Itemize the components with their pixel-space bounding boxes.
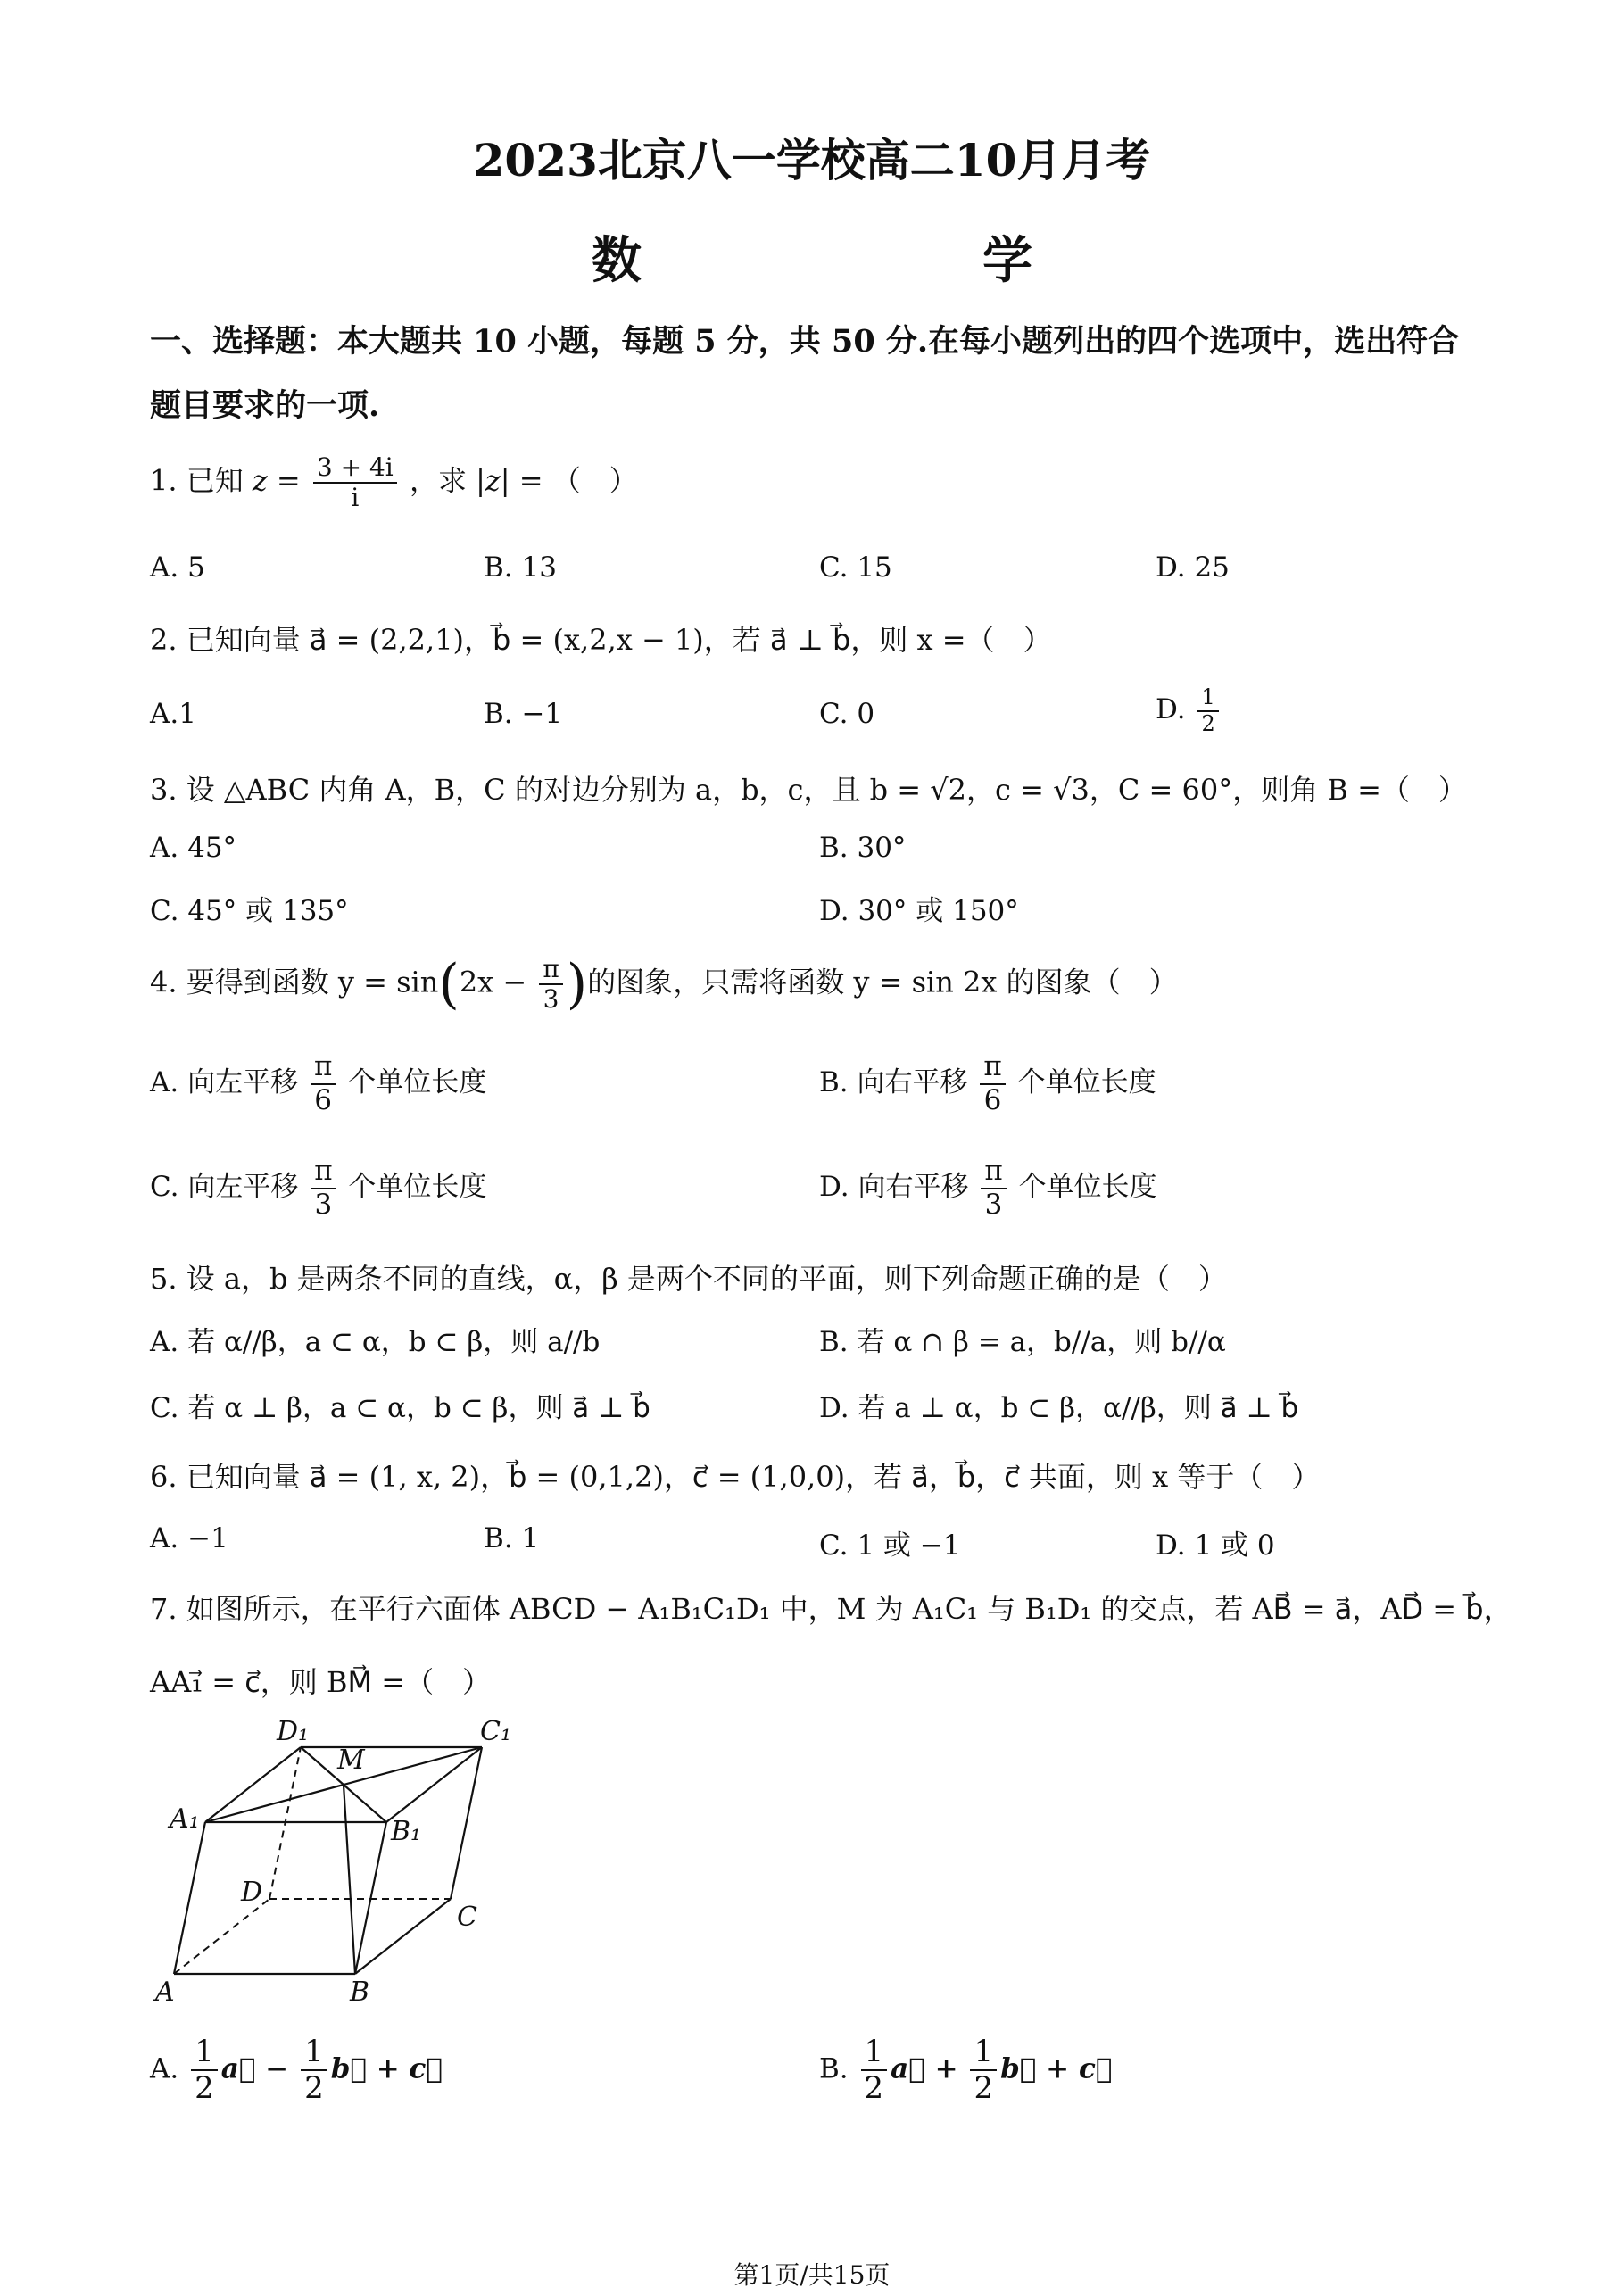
edge-A1D1 bbox=[205, 1747, 301, 1822]
label-C1: C₁ bbox=[480, 1716, 511, 1747]
edge-AA1 bbox=[174, 1822, 205, 1974]
q4-option-a: A. 向左平移 $\frac{\pi}{6}$ 个单位长度 bbox=[150, 1050, 487, 1116]
q7-option-b: B. $\frac{1}{2}$ a⃗ + $\frac{1}{2}$ b⃗ + c⃗ bbox=[819, 2034, 1113, 2107]
q6-option-c: C. 1 或 −1 bbox=[819, 1529, 961, 1562]
question-7-stem-line2: AA₁⃗ = c⃗，则 BM⃗ =（ ） bbox=[150, 1665, 492, 1699]
label-D1: D₁ bbox=[277, 1716, 310, 1747]
section-header-line2: 题目要求的一项. bbox=[150, 387, 380, 424]
q5-option-a: A. 若 α//β，a ⊂ α，b ⊂ β，则 a//b bbox=[150, 1326, 601, 1358]
q1-option-a: A. 5 bbox=[150, 551, 205, 584]
q3-option-d: D. 30° 或 150° bbox=[819, 895, 1019, 927]
label-B1: B₁ bbox=[391, 1816, 422, 1847]
q6-option-a: A. −1 bbox=[150, 1522, 228, 1554]
q3-option-c: C. 45° 或 135° bbox=[150, 895, 349, 927]
q6-option-d: D. 1 或 0 bbox=[1156, 1529, 1275, 1562]
label-C: C bbox=[457, 1902, 477, 1933]
q5-option-b: B. 若 α ∩ β = a，b//a，则 b//α bbox=[819, 1326, 1226, 1358]
question-2-stem: 2. 已知向量 a⃗ = (2,2,1)，b⃗ = (x,2,x − 1)，若 a⃗ ⊥ b⃗，则 x =（ ） bbox=[150, 623, 1052, 657]
q2-option-d: D. $\frac{1}{2}$ bbox=[1156, 685, 1222, 736]
q4-option-b: B. 向右平移 $\frac{\pi}{6}$ 个单位长度 bbox=[819, 1050, 1156, 1116]
edge-AD bbox=[174, 1899, 269, 1974]
q3-option-a: A. 45° bbox=[150, 832, 237, 864]
q5-option-c: C. 若 α ⊥ β，a ⊂ α，b ⊂ β，则 a⃗ ⊥ b⃗ bbox=[150, 1392, 650, 1424]
edge-CC1 bbox=[451, 1747, 482, 1899]
label-B: B bbox=[350, 1977, 370, 2008]
page-footer: 第1页/共15页 bbox=[733, 2260, 891, 2290]
label-M: M bbox=[337, 1745, 365, 1776]
q1-option-b: B. 13 bbox=[484, 551, 557, 584]
section-header-line1: 一、选择题：本大题共 10 小题，每题 5 分，共 50 分.在每小题列出的四个选项中，选出符合 bbox=[150, 323, 1460, 360]
label-A: A bbox=[155, 1977, 175, 2008]
edge-BC bbox=[355, 1899, 451, 1974]
q2-option-b: B. −1 bbox=[484, 698, 563, 730]
q4-option-c: C. 向左平移 $\frac{\pi}{3}$ 个单位长度 bbox=[150, 1155, 487, 1221]
q5-option-d: D. 若 a ⊥ α，b ⊂ β，α//β，则 a⃗ ⊥ b⃗ bbox=[819, 1392, 1299, 1424]
question-6-stem: 6. 已知向量 a⃗ = (1, x, 2)，b⃗ = (0,1,2)，c⃗ = (1,0,0)，若 a⃗，b⃗，c⃗ 共面，则 x 等于（ ） bbox=[150, 1460, 1321, 1494]
segment-BM bbox=[344, 1785, 355, 1974]
question-5-stem: 5. 设 a，b 是两条不同的直线，α，β 是两个不同的平面，则下列命题正确的是（ ） bbox=[150, 1262, 1227, 1296]
label-D: D bbox=[241, 1877, 263, 1908]
label-A1: A₁ bbox=[170, 1803, 200, 1835]
question-4-stem: 4. 要得到函数 y = sin(2x − $\frac{\pi}{3}$ )的图象，只需将函数 y = sin 2x 的图象（ ） bbox=[150, 953, 1178, 1015]
q2-option-c: C. 0 bbox=[819, 698, 875, 730]
edge-C1B1 bbox=[386, 1747, 482, 1822]
q7-option-a: A. $\frac{1}{2}$ a⃗ − $\frac{1}{2}$ b⃗ + c⃗ bbox=[150, 2034, 443, 2107]
q1-option-d: D. 25 bbox=[1156, 551, 1230, 584]
parallelepiped-figure bbox=[143, 1713, 553, 2017]
q4-option-d: D. 向右平移 $\frac{\pi}{3}$ 个单位长度 bbox=[819, 1155, 1157, 1221]
subject-title: 数 学 bbox=[592, 231, 1113, 290]
question-7-stem-line1: 7. 如图所示，在平行六面体 ABCD − A₁B₁C₁D₁ 中，M 为 A₁C₁ 与 B₁D₁ 的交点，若 AB⃗ = a⃗，AD⃗ = b⃗， bbox=[150, 1592, 1512, 1626]
q2-option-a: A.1 bbox=[150, 698, 196, 730]
q6-option-b: B. 1 bbox=[484, 1522, 540, 1554]
question-3-stem: 3. 设 △ABC 内角 A，B，C 的对边分别为 a，b，c，且 b = √2，c = √3，C = 60°，则角 B =（ ） bbox=[150, 773, 1467, 807]
document-title: 2023北京八一学校高二10月月考 bbox=[473, 134, 1151, 186]
question-1-stem: 1. 已知 z = $\frac{3 + 4i}{i}$ ，求 |z| = （ ） bbox=[150, 452, 638, 513]
q3-option-b: B. 30° bbox=[819, 832, 907, 864]
q1-option-c: C. 15 bbox=[819, 551, 892, 584]
